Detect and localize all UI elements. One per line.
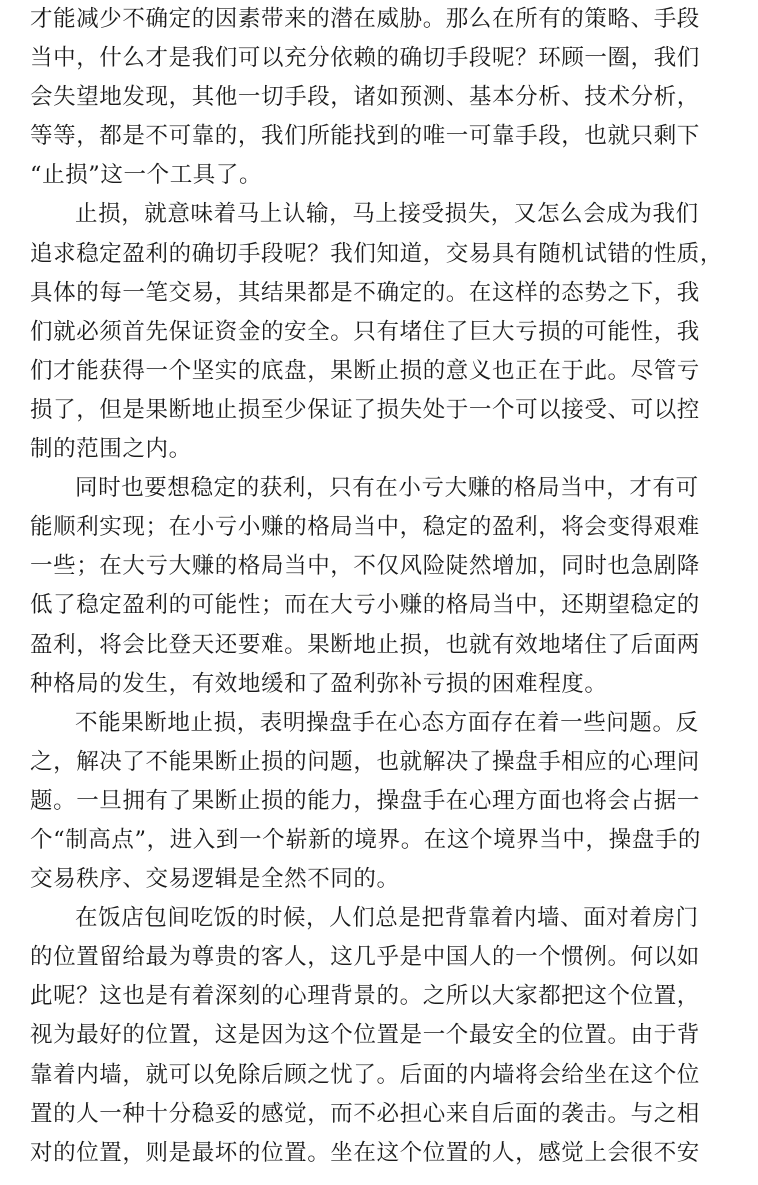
text-line: 具体的每一笔交易，其结果都是不确定的。在这样的态势之下，我 xyxy=(30,279,700,306)
text-line: 的位置留给最为尊贵的客人，这几乎是中国人的一个惯例。何以如 xyxy=(30,944,700,971)
paragraph-first-line: 不能果断地止损，表明操盘手在心态方面存在着一些问题。反 xyxy=(75,709,699,736)
text-line: 等等，都是不可靠的，我们所能找到的唯一可靠手段，也就只剩下 xyxy=(30,123,700,150)
text-line: 个“制高点”，进入到一个崭新的境界。在这个境界当中，操盘手的 xyxy=(30,826,702,853)
book-page xyxy=(30,0,730,1173)
text-line: 低了稳定盈利的可能性；而在大亏小赚的格局当中，还期望稳定的 xyxy=(30,592,700,619)
text-line: 视为最好的位置，这是因为这个位置是一个最安全的位置。由于背 xyxy=(30,1022,700,1049)
text-line: 损了，但是果断地止损至少保证了损失处于一个可以接受、可以控 xyxy=(30,396,700,423)
text-line: 会失望地发现，其他一切手段，诸如预测、基本分析、技术分析， xyxy=(30,84,700,111)
text-line: 置的人一种十分稳妥的感觉，而不必担心来自后面的袭击。与之相 xyxy=(30,1100,700,1127)
text-line: 一些；在大亏大赚的格局当中，不仅风险陡然增加，同时也急剧降 xyxy=(30,553,700,580)
text-line: 才能减少不确定的因素带来的潜在威胁。那么在所有的策略、手段 xyxy=(30,6,700,32)
text-line: 交易秩序、交易逻辑是全然不同的。 xyxy=(30,866,400,893)
text-line: 题。一旦拥有了果断止损的能力，操盘手在心理方面也将会占据一 xyxy=(30,787,700,814)
text-line: 之，解决了不能果断止损的问题，也就解决了操盘手相应的心理问 xyxy=(30,748,700,775)
text-line: 们就必须首先保证资金的安全。只有堵住了巨大亏损的可能性，我 xyxy=(30,318,700,345)
paragraph-first-line: 同时也要想稳定的获利，只有在小亏大赚的格局当中，才有可 xyxy=(75,475,699,502)
text-line: 当中，什么才是我们可以充分依赖的确切手段呢？环顾一圈，我们 xyxy=(30,45,700,72)
text-line: 对的位置，则是最坏的位置。坐在这个位置的人，感觉上会很不安 xyxy=(30,1139,700,1166)
paragraph-first-line: 在饭店包间吃饭的时候，人们总是把背靠着内墙、面对着房门 xyxy=(75,905,699,932)
text-line: 制的范围之内。 xyxy=(30,436,192,463)
text-line: 靠着内墙，就可以免除后顾之忧了。后面的内墙将会给坐在这个位 xyxy=(30,1061,700,1088)
text-line: “止损”这一个工具了。 xyxy=(30,162,263,189)
text-line: 此呢？这也是有着深刻的心理背景的。之所以大家都把这个位置， xyxy=(30,983,700,1010)
text-line: 能顺利实现；在小亏小赚的格局当中，稳定的盈利，将会变得艰难 xyxy=(30,514,700,541)
text-line: 盈利，将会比登天还要难。果断地止损，也就有效地堵住了后面两 xyxy=(30,631,700,658)
text-line: 们才能获得一个坚实的底盘，果断止损的意义也正在于此。尽管亏 xyxy=(30,357,700,384)
paragraph-first-line: 止损，就意味着马上认输，马上接受损失，又怎么会成为我们 xyxy=(75,201,699,228)
text-line: 追求稳定盈利的确切手段呢？我们知道，交易具有随机试错的性质， xyxy=(30,240,724,267)
text-line: 种格局的发生，有效地缓和了盈利弥补亏损的困难程度。 xyxy=(30,670,608,697)
